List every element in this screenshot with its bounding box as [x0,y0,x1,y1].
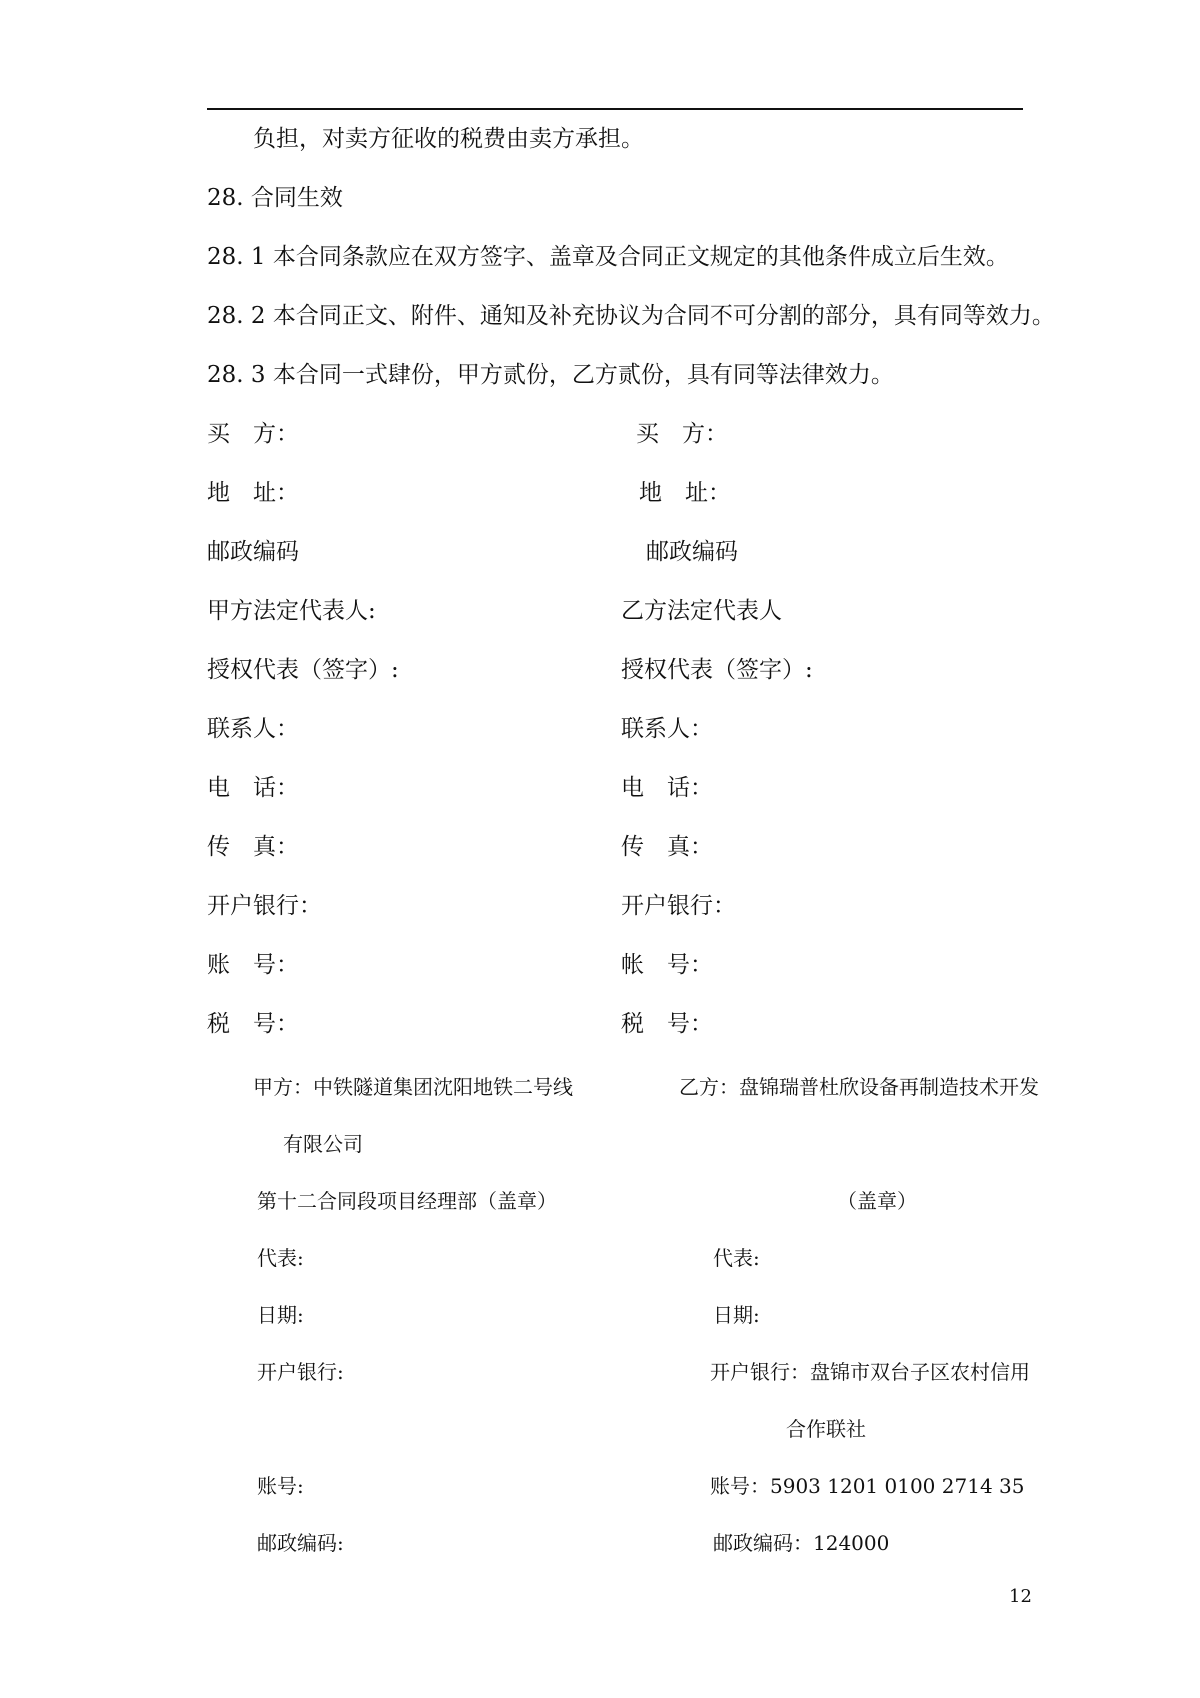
party-a-name-line2: 有限公司 [283,1132,363,1156]
right-fax-label: 传 真： [621,834,713,860]
left-buyer-label: 买 方： [207,421,299,447]
right-phone-label: 电 话： [621,775,713,801]
right-contact-label: 联系人： [621,716,713,742]
party-b-account: 账号：5903 1201 0100 2714 35 [710,1474,1025,1498]
party-b-date-label: 日期: [713,1303,760,1327]
right-bank-label: 开户银行： [621,893,736,919]
party-a-postcode-label: 邮政编码: [257,1531,344,1555]
party-a-account-label: 账号: [257,1474,304,1498]
page-number: 12 [1009,1586,1032,1607]
left-bank-label: 开户银行： [207,893,322,919]
clause-28-2: 28. 2 本合同正文、附件、通知及补充协议为合同不可分割的部分，具有同等效力。 [207,303,1055,329]
party-b-seal-label: （盖章） [837,1189,917,1213]
party-a-name-line1: 甲方：中铁隧道集团沈阳地铁二号线 [253,1075,573,1099]
left-fax-label: 传 真： [207,834,299,860]
left-phone-label: 电 话： [207,775,299,801]
right-buyer-label: 买 方： [636,421,728,447]
party-a-rep-label: 代表: [257,1246,304,1270]
party-a-name-line3: 第十二合同段项目经理部（盖章） [257,1189,557,1213]
right-auth-rep-label: 授权代表（签字）: [621,657,813,683]
party-b-name-line1: 乙方：盘锦瑞普杜欣设备再制造技术开发 [679,1075,1039,1099]
clause-28-1: 28. 1 本合同条款应在双方签字、盖章及合同正文规定的其他条件成立后生效。 [207,244,1009,270]
tax-burden-line: 负担，对卖方征收的税费由卖方承担。 [253,126,644,152]
right-account-label: 帐 号： [621,952,713,978]
party-b-bank-line2: 合作联社 [786,1417,866,1441]
left-legal-rep-label: 甲方法定代表人: [207,598,376,624]
party-b-rep-label: 代表: [713,1246,760,1270]
right-tax-label: 税 号： [621,1011,713,1037]
right-legal-rep-label: 乙方法定代表人 [621,598,782,624]
party-a-bank-label: 开户银行: [257,1360,344,1384]
section-28-heading: 28. 合同生效 [207,185,343,211]
left-auth-rep-label: 授权代表（签字）: [207,657,399,683]
clause-28-3: 28. 3 本合同一式肆份，甲方贰份，乙方贰份，具有同等法律效力。 [207,362,894,388]
right-postcode-label: 邮政编码 [646,539,738,565]
left-address-label: 地 址： [207,480,299,506]
left-account-label: 账 号： [207,952,299,978]
right-address-label: 地 址： [639,480,731,506]
party-a-date-label: 日期: [257,1303,304,1327]
left-tax-label: 税 号： [207,1011,299,1037]
party-b-postcode: 邮政编码：124000 [713,1531,890,1555]
party-b-bank-line1: 开户银行：盘锦市双台子区农村信用 [710,1360,1030,1384]
header-rule [207,108,1023,110]
left-postcode-label: 邮政编码 [207,539,299,565]
left-contact-label: 联系人： [207,716,299,742]
